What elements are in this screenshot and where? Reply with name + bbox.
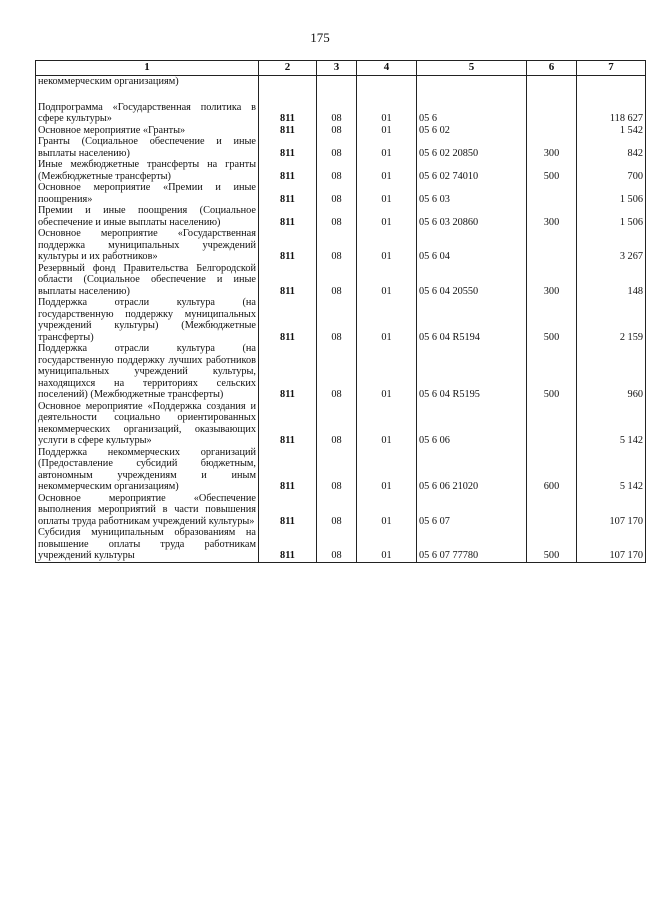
table-row [36,159,646,182]
row-target-code: 05 6 04 [417,228,527,263]
row-amount: 1 506 [577,205,646,228]
row-expense-type [527,102,577,125]
row-name: Субсидия муниципальным образованиям на повышение оплаты труда работникам учреждений культуры [36,527,259,562]
col-header-1: 1 [36,61,259,76]
row-name: Поддержка некоммерческих организаций (Предоставление субсидий бюджетным, автономным учреждениям и иным некоммерческим организациям) [36,447,259,493]
table-row [36,493,646,528]
row-target-code: 05 6 02 [417,125,527,137]
row-section: 08 [317,343,357,401]
row-subsection: 01 [357,205,417,228]
row-name: Поддержка отрасли культура (на государственную поддержку муниципальных учреждений культуры) (Межбюджетные трансферты) [36,297,259,343]
row-amount: 107 170 [577,527,646,562]
row-name: Основное мероприятие «Поддержка создания и деятельности социально ориентированных некоммерческих организаций, оказывающих услуги в сфере культуры» [36,401,259,447]
row-section: 08 [317,401,357,447]
row-name: Основное мероприятие «Обеспечение выполнения мероприятий в части повышения оплаты труда работникам учреждений культуры» [36,493,259,528]
row-section: 08 [317,125,357,137]
row-name: Гранты (Социальное обеспечение и иные выплаты населению) [36,136,259,159]
row-amount: 107 170 [577,493,646,528]
row-expense-type: 600 [527,447,577,493]
row-target-code: 05 6 [417,102,527,125]
row-amount: 3 267 [577,228,646,263]
row-target-code: 05 6 02 74010 [417,159,527,182]
table-row [36,125,646,137]
row-expense-type: 500 [527,527,577,562]
row-name: Основное мероприятие «Премии и иные поощрения» [36,182,259,205]
row-subsection: 01 [357,125,417,137]
header-row [36,61,646,76]
row-section: 08 [317,228,357,263]
row-expense-type [527,493,577,528]
table-row [36,263,646,298]
row-amount: 118 627 [577,102,646,125]
row-name: Премии и иные поощрения (Социальное обеспечение и иные выплаты населению) [36,205,259,228]
row-admin-code: 811 [259,182,317,205]
row-name: Подпрограмма «Государственная политика в сфере культуры» [36,102,259,125]
table-row [36,527,646,562]
row-admin-code: 811 [259,297,317,343]
table-row [36,297,646,343]
row-admin-code: 811 [259,228,317,263]
col-header-7: 7 [577,61,646,76]
row-admin-code: 811 [259,527,317,562]
row-expense-type [527,182,577,205]
row-amount: 1 506 [577,182,646,205]
row-subsection: 01 [357,182,417,205]
row-name: Иные межбюджетные трансферты на гранты (Межбюджетные трансферты) [36,159,259,182]
table-row [36,401,646,447]
row-subsection: 01 [357,102,417,125]
row-subsection: 01 [357,343,417,401]
row-target-code: 05 6 03 [417,182,527,205]
row-subsection: 01 [357,136,417,159]
row-amount: 5 142 [577,447,646,493]
row-admin-code: 811 [259,447,317,493]
row-amount: 2 159 [577,297,646,343]
row-target-code: 05 6 06 21020 [417,447,527,493]
row-name: Основное мероприятие «Государственная поддержка муниципальных учреждений культуры и их работников» [36,228,259,263]
row-expense-type: 300 [527,205,577,228]
row-amount: 5 142 [577,401,646,447]
row-admin-code: 811 [259,493,317,528]
row-expense-type [527,125,577,137]
row-section: 08 [317,447,357,493]
row-section: 08 [317,493,357,528]
table-row [36,228,646,263]
row-target-code: 05 6 07 77780 [417,527,527,562]
row-target-code: 05 6 06 [417,401,527,447]
table-row [36,343,646,401]
col-header-4: 4 [357,61,417,76]
row-section: 08 [317,159,357,182]
row-subsection: 01 [357,159,417,182]
row-admin-code: 811 [259,136,317,159]
table-row [36,182,646,205]
row-subsection: 01 [357,297,417,343]
row-admin-code: 811 [259,263,317,298]
col-header-2: 2 [259,61,317,76]
row-section: 08 [317,102,357,125]
row-expense-type: 300 [527,136,577,159]
row-amount: 1 542 [577,125,646,137]
table-row [36,102,646,125]
row-target-code: 05 6 03 20860 [417,205,527,228]
row-subsection: 01 [357,493,417,528]
row-amount: 148 [577,263,646,298]
spacer-row [36,88,646,102]
row-name: Резервный фонд Правительства Белгородской области (Социальное обеспечение и иные выплаты населению) [36,263,259,298]
continuation-row [36,76,646,88]
row-subsection: 01 [357,228,417,263]
row-subsection: 01 [357,401,417,447]
row-target-code: 05 6 02 20850 [417,136,527,159]
row-section: 08 [317,182,357,205]
row-expense-type [527,401,577,447]
budget-table [35,60,646,563]
row-amount: 700 [577,159,646,182]
row-name: Поддержка отрасли культура (на государственную поддержку лучших работников муниципальных учреждений культуры, находящихся на территориях сельских поселений) (Межбюджетные трансферты) [36,343,259,401]
row-target-code: 05 6 04 R5194 [417,297,527,343]
row-subsection: 01 [357,527,417,562]
table-row [36,447,646,493]
col-header-5: 5 [417,61,527,76]
row-section: 08 [317,297,357,343]
row-admin-code: 811 [259,125,317,137]
table-row [36,205,646,228]
row-admin-code: 811 [259,205,317,228]
row-subsection: 01 [357,447,417,493]
table-row [36,136,646,159]
row-admin-code: 811 [259,343,317,401]
row-amount: 842 [577,136,646,159]
row-subsection: 01 [357,263,417,298]
continuation-text: некоммерческим организациям) [36,76,259,88]
row-admin-code: 811 [259,159,317,182]
row-admin-code: 811 [259,401,317,447]
row-expense-type: 500 [527,343,577,401]
row-name: Основное мероприятие «Гранты» [36,125,259,137]
row-expense-type: 500 [527,297,577,343]
row-section: 08 [317,527,357,562]
row-admin-code: 811 [259,102,317,125]
row-amount: 960 [577,343,646,401]
row-expense-type: 300 [527,263,577,298]
page-number: 175 [310,30,330,45]
col-header-3: 3 [317,61,357,76]
row-section: 08 [317,136,357,159]
col-header-6: 6 [527,61,577,76]
row-target-code: 05 6 04 R5195 [417,343,527,401]
row-section: 08 [317,205,357,228]
row-target-code: 05 6 07 [417,493,527,528]
row-expense-type [527,228,577,263]
row-section: 08 [317,263,357,298]
row-target-code: 05 6 04 20550 [417,263,527,298]
row-expense-type: 500 [527,159,577,182]
